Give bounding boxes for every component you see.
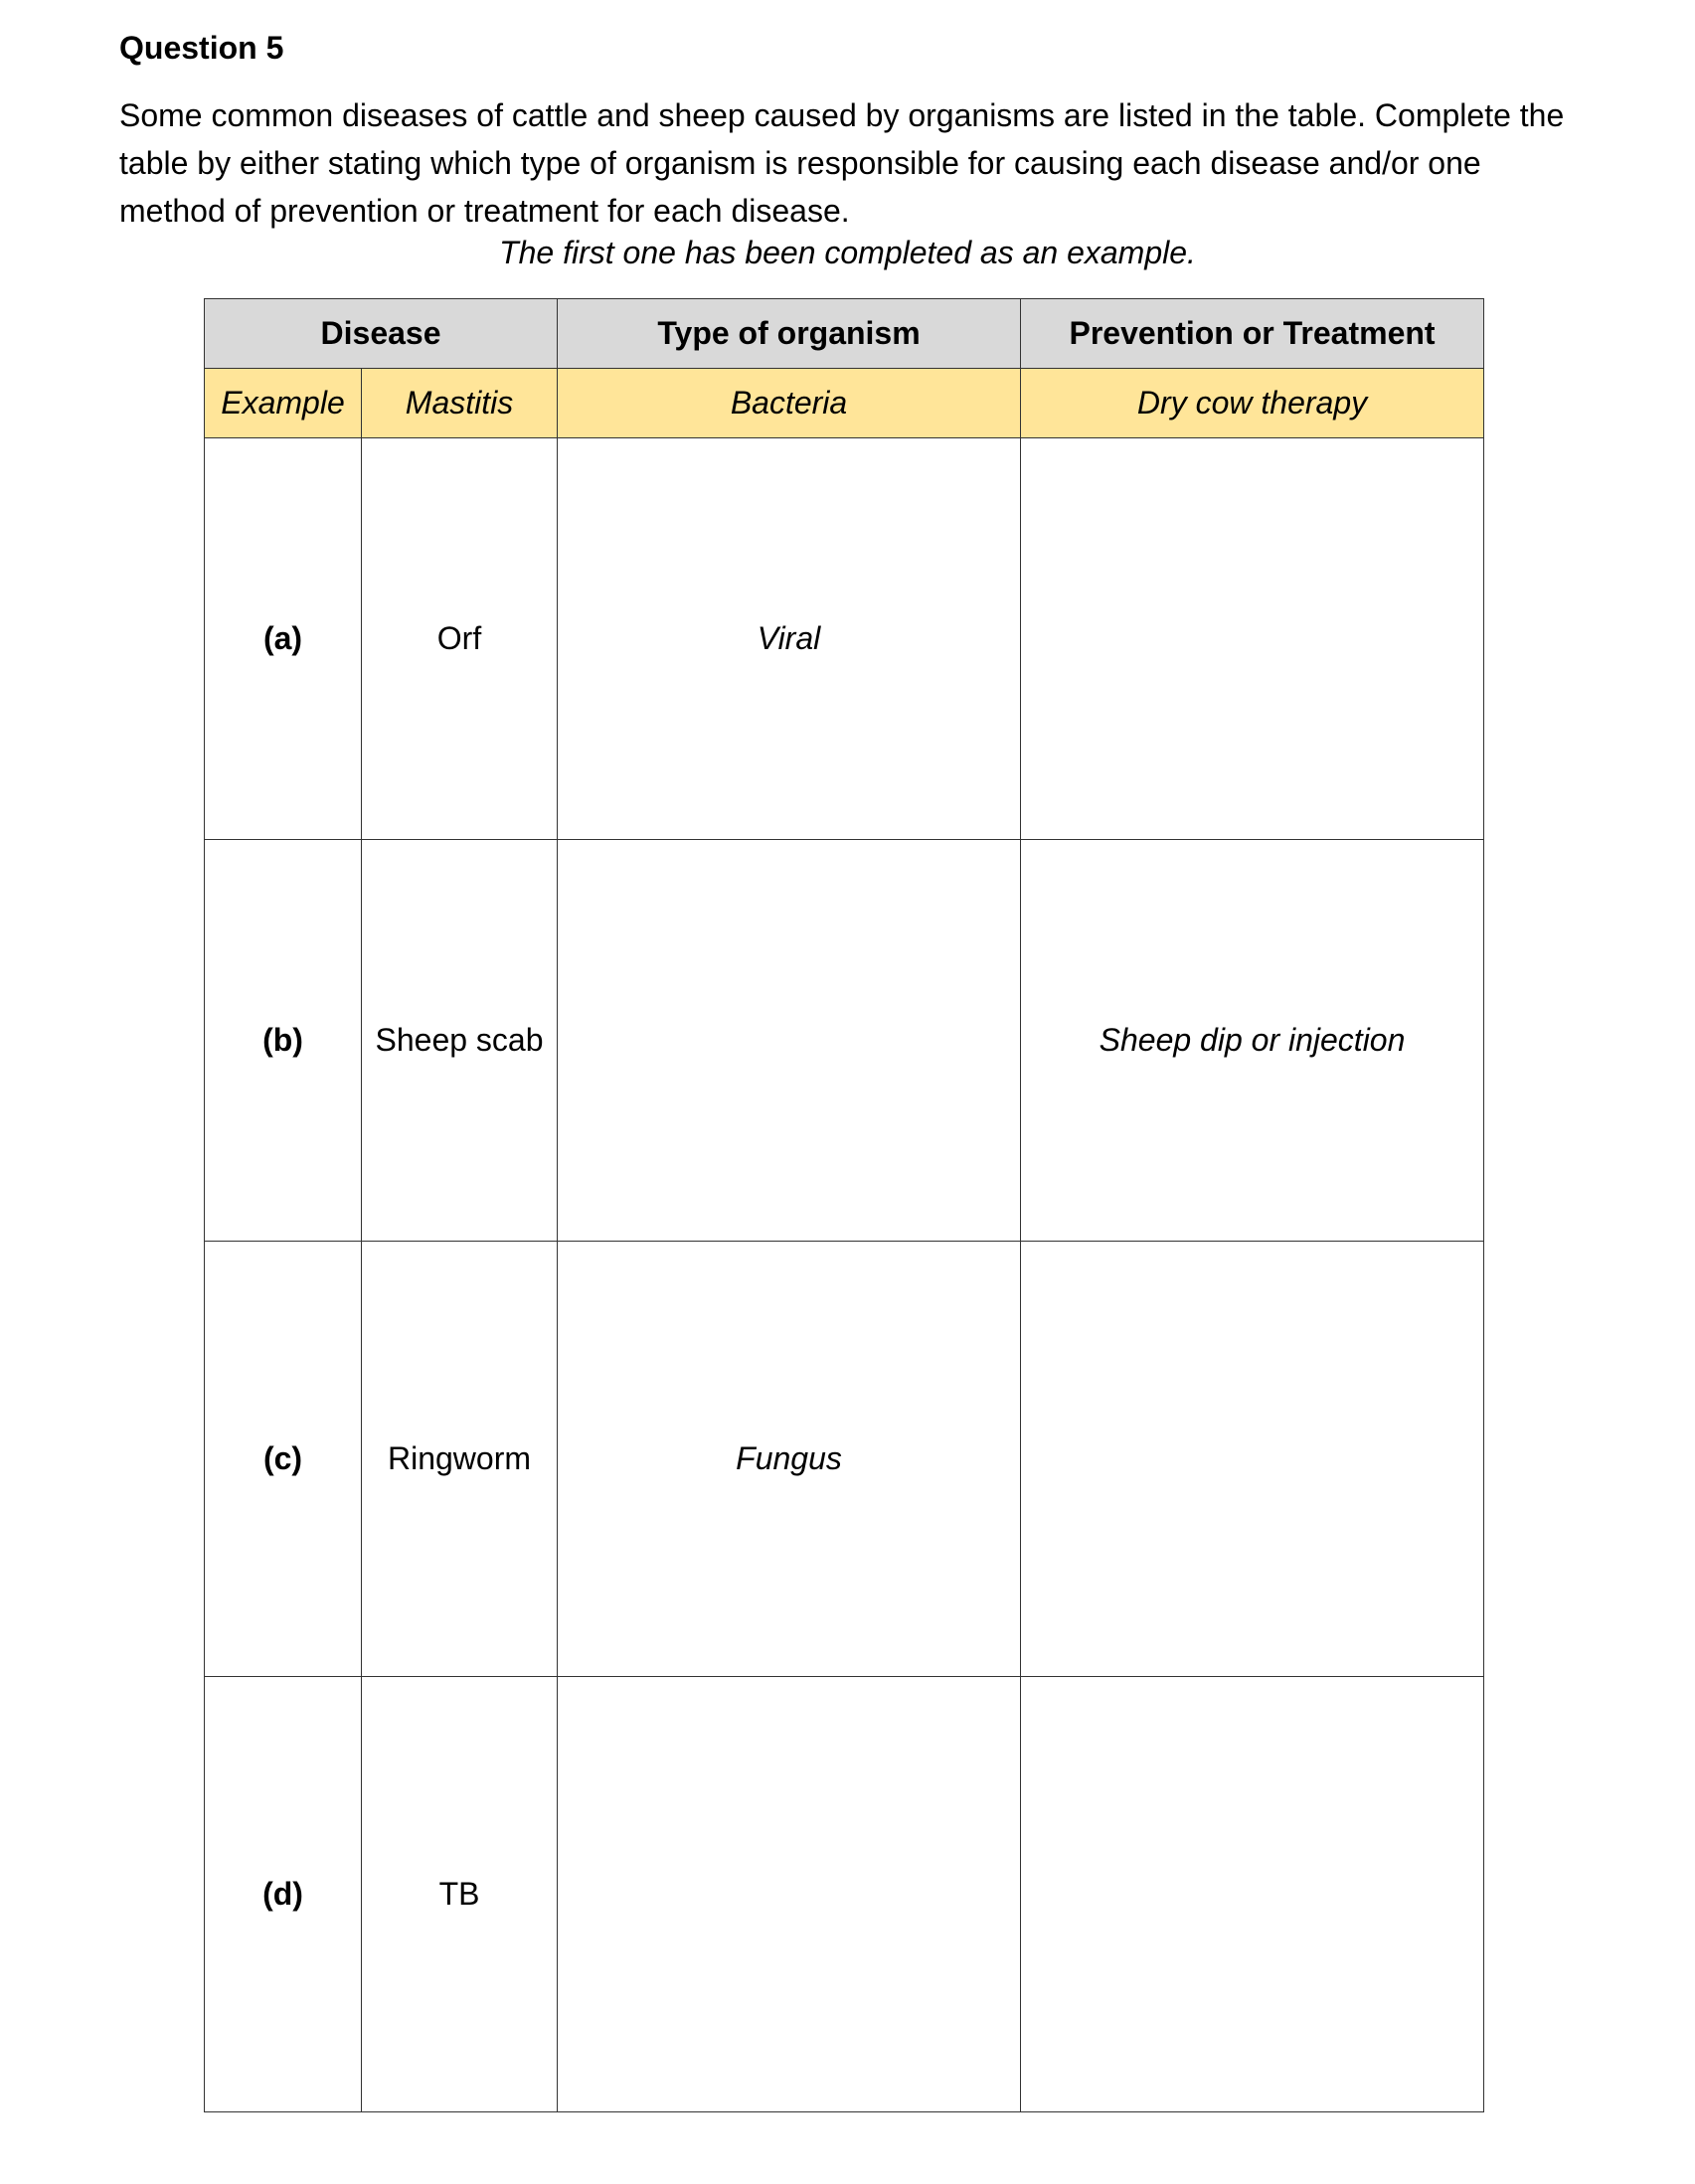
example-note: The first one has been completed as an example. xyxy=(499,235,1196,270)
part-label: (b) xyxy=(205,840,362,1242)
example-prevention: Dry cow therapy xyxy=(1021,369,1484,438)
instructions-text: Some common diseases of cattle and sheep caused by organisms are listed in the table. Complete the table by either stating which type of organism is responsible for causing each disease and/or one method of prevention or treatment for each disease. xyxy=(119,97,1565,229)
table-row xyxy=(205,840,1484,1242)
prevention-cell[interactable]: Sheep dip or injection xyxy=(1021,840,1484,1242)
prevention-cell[interactable] xyxy=(1021,438,1484,840)
table-row xyxy=(205,1242,1484,1677)
organism-cell[interactable]: Viral xyxy=(558,438,1021,840)
question-title: Question 5 xyxy=(119,30,284,66)
header-prevention: Prevention or Treatment xyxy=(1021,299,1484,369)
disease-table xyxy=(204,298,1484,2112)
organism-cell[interactable]: Fungus xyxy=(558,1242,1021,1677)
table-row xyxy=(205,438,1484,840)
example-disease: Mastitis xyxy=(362,369,558,438)
prevention-cell[interactable] xyxy=(1021,1242,1484,1677)
table-row xyxy=(205,1677,1484,2112)
example-organism: Bacteria xyxy=(558,369,1021,438)
header-organism: Type of organism xyxy=(558,299,1021,369)
organism-cell[interactable] xyxy=(558,840,1021,1242)
example-label: Example xyxy=(205,369,362,438)
disease-cell: Orf xyxy=(362,438,558,840)
header-row xyxy=(205,299,1484,369)
part-label: (a) xyxy=(205,438,362,840)
disease-cell: TB xyxy=(362,1677,558,2112)
part-label: (c) xyxy=(205,1242,362,1677)
part-label: (d) xyxy=(205,1677,362,2112)
instructions xyxy=(119,91,1581,235)
disease-cell: Ringworm xyxy=(362,1242,558,1677)
prevention-cell[interactable] xyxy=(1021,1677,1484,2112)
organism-cell[interactable] xyxy=(558,1677,1021,2112)
disease-cell: Sheep scab xyxy=(362,840,558,1242)
header-disease: Disease xyxy=(205,299,558,369)
example-row xyxy=(205,369,1484,438)
